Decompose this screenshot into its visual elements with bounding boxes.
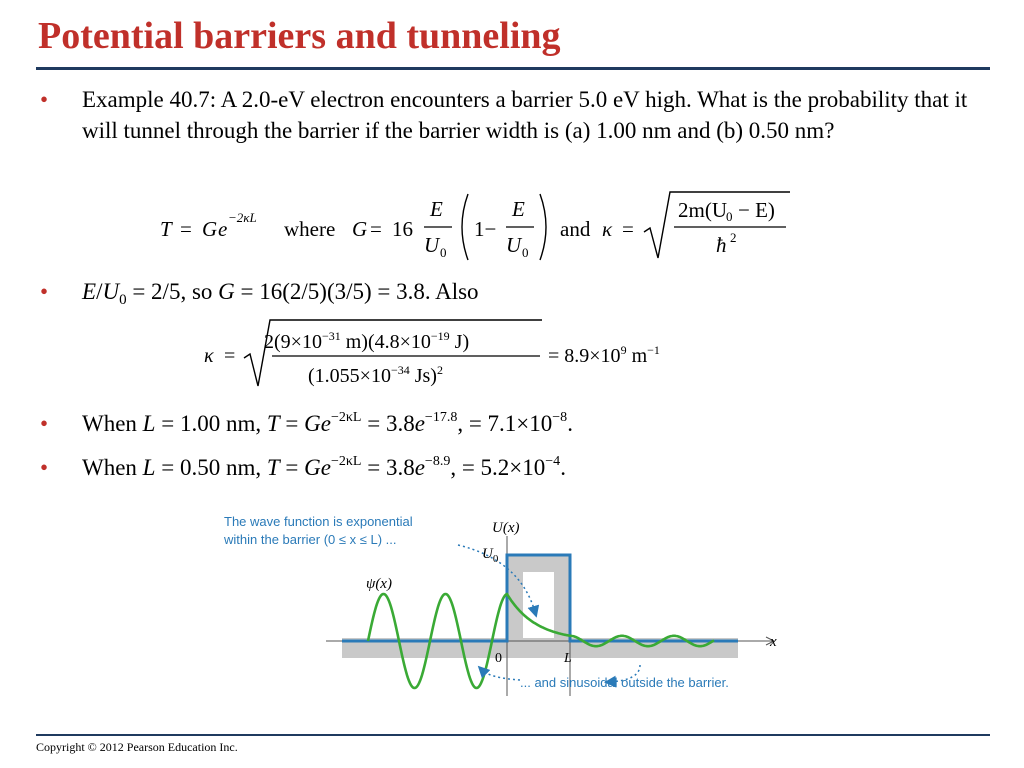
arrow-sinusoidal-left bbox=[482, 670, 520, 680]
frac-E: E bbox=[430, 197, 443, 221]
hbar-sq: 2 bbox=[730, 230, 737, 245]
paren-left bbox=[462, 194, 468, 260]
x-label: x bbox=[770, 634, 777, 650]
sqrt-num: 2m(U bbox=[678, 198, 727, 222]
formula-16: 16 bbox=[392, 217, 413, 241]
var-G: G bbox=[218, 279, 235, 304]
bullet-example bbox=[40, 84, 990, 184]
L-label: L bbox=[564, 651, 572, 666]
example-text: Example 40.7: A 2.0-eV electron encounters a barrier 5.0 eV high. What is the probability that it will tunnel through the barrier if the barrier width is (a) 1.00 nm and (b) 0.50 nm? bbox=[82, 87, 968, 143]
bullet-marker: • bbox=[40, 411, 49, 436]
bullet-ratio bbox=[40, 276, 940, 310]
formula-e: e bbox=[218, 217, 228, 241]
frac2-U-sub: 0 bbox=[522, 245, 529, 260]
U0-label: $U_0$ bbox=[482, 546, 499, 565]
title-divider bbox=[36, 67, 990, 70]
paren-right bbox=[540, 194, 546, 260]
origin-label: 0 bbox=[495, 651, 502, 666]
caption-top-line1: The wave function is exponential bbox=[224, 514, 413, 529]
frac2-U: U bbox=[506, 233, 522, 257]
case-b-text: When L = 0.50 nm, $T = Ge^{-2\kappa L} = 3.8e^{-8.9}$, = $5.2\times 10^{-4}$. bbox=[82, 454, 566, 480]
formula-eq3: = bbox=[622, 217, 634, 241]
caption-top-line2: within the barrier (0 ≤ x ≤ L) ... bbox=[224, 532, 397, 547]
U-label: U(x) bbox=[492, 520, 520, 536]
formula-where: where bbox=[284, 217, 336, 241]
ratio-tail: = 16(2/5)(3/5) = 3.8. Also bbox=[234, 279, 479, 304]
frac-U-sub: 0 bbox=[440, 245, 447, 260]
caption-bottom: ... and sinusoidal outside the barrier. bbox=[520, 675, 729, 690]
formula-one-minus: 1− bbox=[474, 217, 497, 241]
var-U: U bbox=[102, 279, 120, 304]
formula-exp: −2κL bbox=[228, 210, 257, 225]
formula-kappa: κ bbox=[602, 217, 613, 241]
formula-eq2: = bbox=[370, 217, 382, 241]
footer-divider bbox=[36, 734, 990, 736]
ratio-text bbox=[82, 276, 479, 307]
hbar: ħ bbox=[716, 233, 727, 257]
copyright-text: Copyright © 2012 Pearson Education Inc. bbox=[36, 740, 238, 754]
var-E: E bbox=[82, 279, 97, 304]
formula-G: G bbox=[202, 217, 218, 241]
formula-eq: = bbox=[180, 217, 192, 241]
f2-eq: = bbox=[224, 345, 236, 367]
f2-result: = $8.9\times 10^9$ $m^{-1}$ bbox=[548, 343, 660, 367]
tunneling-diagram bbox=[0, 500, 1024, 730]
sqrt-num-end: − E) bbox=[738, 198, 775, 222]
bullet-marker: • bbox=[40, 455, 49, 480]
formula-G2: G bbox=[352, 217, 368, 241]
tunneling-formula bbox=[150, 186, 810, 266]
formula-T: T bbox=[160, 217, 172, 241]
frac-U: U bbox=[424, 233, 440, 257]
sqrt-num-sub: 0 bbox=[726, 209, 733, 224]
ratio-rest: = 2/5, so bbox=[126, 279, 219, 304]
kappa-formula bbox=[196, 316, 716, 396]
psi-label: ψ(x) bbox=[366, 576, 392, 592]
bullet-marker: • bbox=[40, 279, 49, 304]
bullet-marker: • bbox=[40, 87, 49, 112]
formula-and: and bbox=[560, 217, 591, 241]
sub-0: 0 bbox=[119, 292, 127, 308]
bullet-case-b bbox=[40, 452, 940, 486]
frac2-E: E bbox=[512, 197, 525, 221]
slash: / bbox=[96, 279, 103, 304]
f2-den: ($1.055\times 10^{-34}$ Js)$^2$ bbox=[308, 363, 443, 387]
slide-title: Potential barriers and tunneling bbox=[38, 15, 561, 57]
case-a-text: When L = 1.00 nm, $T = Ge^{-2\kappa L} = 3.8e^{-17.8}$, = $7.1\times 10^{-8}$. bbox=[82, 410, 573, 436]
bullet-case-a bbox=[40, 408, 940, 442]
f2-num: $2(9\times 10^{-31}$ $m)(4.8\times 10^{-19}$ J) bbox=[264, 329, 470, 353]
f2-kappa: κ bbox=[204, 345, 214, 367]
